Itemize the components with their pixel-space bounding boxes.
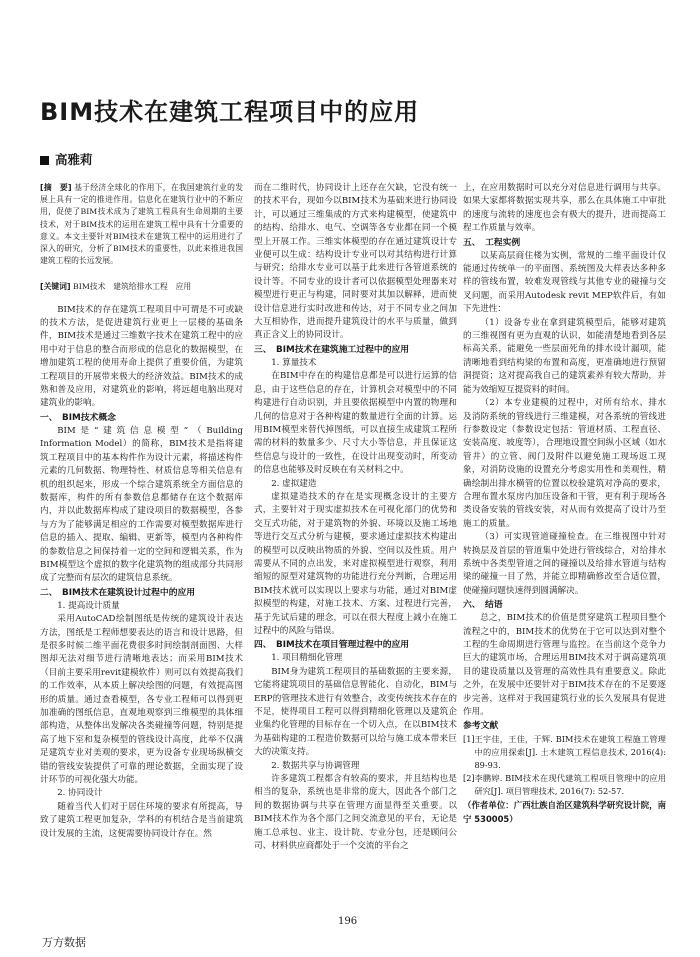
paragraph: （3）可实现管道碰撞检查。在三维视图中针对转换层及首层的管道集中处进行管线综合，对给排水系统中各类型管道之间的碰撞以及给排水管道与结构梁的碰撞一目了然，并能立即精确修改至合适位置，使碰撞问题快速得到圆满解决。 xyxy=(463,532,666,596)
section-heading: 四、 BIM技术在项目管理过程中的应用 xyxy=(254,640,410,651)
paragraph: 总之，BIM技术的价值是贯穿建筑工程项目整个流程之中的，BIM技术的优势在于它可以达到对整个工程的生命周期进行管理与监控。在当前这个竞争力巨大的建筑市场，合理运用BIM技术对于调高建筑项目的建设质量以及管理的高效性具有重要意义。除此之外，在发展中还要针对于BIM技术存在的不足要逐步完善，这样对于我国建筑行业的长久发展具有促进作用。 xyxy=(463,613,666,718)
section-heading: 五、 工程实例 xyxy=(463,237,521,248)
paragraph: （1）设备专业在拿到建筑模型后，能够对建筑的三维视图有更为直观的认识，如能清楚地看到各层标高关系，能避免一些层面死角的排水设计漏项，能清晰地看到结构梁的布置和高度，更准确地进行预留洞提资；这对提高我自己的建筑素养有较大帮助，并能为效缩短互提资料的时间。 xyxy=(463,317,666,395)
abstract-text: 基于经济全球化的作用下，在我国建筑行业的发展上具有一定的推进作用。信息化在建筑行业中的不断应用，促使了BIM技术成为了建筑工程具有生命周期的主要技术，对于BIM技术的运用在建筑工程中具有十分重要的意义。本文主要针对BIM技术在建筑工程中的运用进行了深入的研究，分析了BIM技术的重要性，以此来推进我国建筑工程的长远发展。 xyxy=(40,183,243,266)
paragraph: 虚拟建造技术的存在是实现概念设计的主要方式，主要针对于现实虚拟技术在可视化部门的优势和交互式功能，对于建筑物的外貌、环境以及施工场地等进行交互式分析与建模，要求通过虚拟技术构建出的模型可以反映出物质的外貌、空间以及性质。用户需要从不同的点出发，来对虚拟模型进行观察，利用缩短的原型对建筑物的功能进行充分判断，合理运用BIM技术就可以实现以上要求与功能，通过对BIM虚拟模型的构建，对施工技术、方案、过程进行完善，基于先试后建的理念，可以在很大程度上减小在施工过程中的风险与错误。 xyxy=(254,491,457,636)
abstract-label: [摘 要] xyxy=(40,183,72,192)
section-heading: 三、 BIM技术在建筑施工过程中的应用 xyxy=(254,344,410,355)
column-3 xyxy=(463,182,666,902)
author-line xyxy=(40,150,93,168)
paragraph: 许多建筑工程都含有较高的要求，并且结构也是相当的复杂，系统也是非常的庞大，因此各个部门之间的数据协调与共享在管理方面显得至关重要。以BIM技术作为各个部门之间交流意见的平台，无论是施工总承包、业主、设计院、专业分包，还是顾问公司、材料供应商都处于一个交流的平台之 xyxy=(254,774,457,852)
square-bullet-icon xyxy=(40,156,49,165)
paper-title: BIM技术在建筑工程项目中的应用 xyxy=(40,98,420,126)
subsection-heading: 1. 项目精细化管理 xyxy=(271,653,343,664)
paragraph: 采用AutoCAD绘制图纸是传统的建筑设计表达方法，图纸是工程师想要表达的语言和设计思路，但是很多时候二维平面花费很多时间绘制剖面图、大样图却无法对细节进行清晰地表达；而采用BIM技术（目前主要采用revit建模软件）则可以有效提高我们的工作效率，从本质上解决绘图的问题，有效提高图形的质量。通过查看模型，各专业工程师可以得到更加准确的图纸信息，直观地观察到三维模型的具体细部构造，从整体出发解决各类碰撞等问题，特别是提高了地下室和复杂模型的管线设计高度，此举不仅满足建筑专业对美观的要求，更为设备专业现场纵横交错的管线安装提供了可靠的理论数据，全面实现了设计环节的可视化强大功能。 xyxy=(40,614,243,786)
reference-text: 王宇佳，王佳，于辉. BIM技术在建筑工程施工管理中的应用探索[J]. 土木建筑工程信息技术, 2016(4): 89-93. xyxy=(474,734,666,771)
section-heading: 一、 BIM技术概念 xyxy=(40,412,116,423)
column-2 xyxy=(254,182,457,902)
page-number: 196 xyxy=(338,916,358,927)
intro-paragraph: BIM技术的存在建筑工程项目中可谓是不可或缺的技术方法，是促进建筑行业更上一层楼的基础条件，BIM技术是通过三维数字技术在建筑工程中的应用中对于信息的整合而形成的信息化的数据模型，在增加建筑工程的使用寿命上提供了重要价值，为建筑工程项目的开展带来极大的经济效益。BIM技术的成熟和普及应用，对建筑业的影响，将远超电脑出现对建筑业的影响。 xyxy=(40,304,243,409)
paragraph: 以某高层商住楼为实例，常规的二维平面设计仅能通过传统单一的平面图、系统图及大样表达多种多样的管线布置，较难发现管线与其他专业的碰撞与交叉问题，而采用Autodesk revit MEP软件后，有如下先进性： xyxy=(463,250,666,315)
reference-number: [1] xyxy=(463,734,475,745)
reference-number: [2] xyxy=(463,772,475,783)
keywords xyxy=(40,281,243,293)
subsection-heading: 2. 虚拟建造 xyxy=(271,478,317,489)
subsection-heading: 2. 数据共享与协调管理 xyxy=(271,760,360,771)
paragraph: 随着当代人们对于居住环境的要求有所提高，导致了建筑工程更加复杂，学科的有机结合是当前建筑设计发展的主流，这便需要协同设计存在。然 xyxy=(40,801,243,839)
paragraph: 上，在应用数据时可以充分对信息进行调用与共享。如果大家都将数据实现共享，那么在具体施工中审批的速度与流转的速度也会有极大的提升，进而提高工程工作质量与效率。 xyxy=(463,183,666,234)
paragraph: 在BIM中存在的构建信息都是可以进行运算的信息，由于这些信息的存在，计算机会对模型中的不同构建进行自动识别，并且要依据模型中内置的物理和几何的信息对于各种构建的数量进行全面的计算。运用BIM模型来替代掉图纸，可以直接生成建筑工程所需的材料的数量多少、尺寸大小等信息，并且保证这些信息与设计的一致性，在设计出现变动时，所变动的信息也能够及时反映在有关材料之中。 xyxy=(254,371,457,476)
section-heading: 二、 BIM技术在建筑设计过程中的应用 xyxy=(40,587,196,598)
column-1 xyxy=(40,182,243,902)
paragraph: 而在二维时代，协同设计上还存在欠缺，它没有统一的技术平台，现如今以BIM技术为基础来进行协同设计，可以通过三维集成的方式来构建模型，使建筑中的结构、给排水、电气、空调等各专业都在同一个模型上开展工作。三维实体模型的存在通过建筑设计专业便可以生成：结构设计专业可以对其结构进行计算与研究；给排水专业可以基于此来进行各管道系统的设计等。不同专业的设计者可以依据模型处理器来对模型进行更正与构建，同时要对其加以解释，进而使设计信息进行实时改进和传达，对于不同专业之间加大互相协作，进而提升建筑设计的水平与质量，做到真正含义上的协同设计。 xyxy=(254,183,457,341)
keywords-label: [关键词] xyxy=(40,282,71,292)
keywords-text: BIM技术 建筑给排水工程 应用 xyxy=(73,282,192,292)
author-affiliation: （作者单位：广西壮族自治区建筑科学研究设计院，南宁 530005） xyxy=(463,800,666,824)
section-heading: 六、 结语 xyxy=(463,600,503,611)
footer-watermark: 万方数据 xyxy=(42,936,86,949)
paragraph: BIM身为建筑工程项目的基础数据的主要来源，它能将建筑项目的基础信息智能化、自动化，BIM与ERP的管理技术进行有效整合，改变传统技术存在的不足，使得项目工程可以得到精细化管理以及建筑企业集约化管理的目标存在一个切入点，在以BIM技术为基础构建的工程造价数据可以给与施工成本带来巨大的决策支持。 xyxy=(254,666,457,758)
references-heading: 参考文献 xyxy=(463,721,499,732)
reference-item xyxy=(463,733,666,771)
subsection-heading: 2. 协同设计 xyxy=(57,788,103,799)
reference-text: 李鹏婷. BIM技术在现代建筑工程项目管理中的应用研究[J]. 项目管理技术, 2016(7): 52-57. xyxy=(474,772,666,796)
paragraph: （2）本专业建模的过程中，对所有给水、排水及消防系统的管线进行三维建模，对各系统的管线进行参数设定（参数设定包括：管道材质、工程直径、安装高度、坡度等），合理地设置空间纵小区域（如水管井）的立管、阀门及附件以避免施工现场返工现象，对消防设施的设置充分考虑实用性和美观性，精确绘制出排水横管的位置以校验建筑对净高的要求，合理布置水泵房内加压设备和干管，更有利于现场各类设备安装的管线安装，对从而有效提高了设计乃至施工的质量。 xyxy=(463,398,666,529)
paragraph: BIM是“建筑信息模型”（Building Information Model）的简称，BIM技术是指将建筑工程项目中的基本构件作为设计元素，将描述构件元素的几何数据、物理特性、材质信息等相关信息有机的组织起来，形成一个综合建筑系统全方面信息的数据库，构件的所有参数信息都储存在这个数据库内，并以此数据库构成了建设项目的数据模型，各参与方为了能够满足相应的工作需要对模型数据库进行信息的插入、提取、编辑、更新等，模型内各种构件的参数信息之间保持着一定的空间和逻辑关系，作为BIM模型这个虚拟的数字化建筑物的组成部分共同形成了完整而有层次的建筑信息系统。 xyxy=(40,425,243,584)
subsection-heading: 1. 提高设计质量 xyxy=(57,600,120,611)
author-name: 高雅莉 xyxy=(55,152,93,167)
subsection-heading: 1. 算量技术 xyxy=(271,357,317,368)
reference-item xyxy=(463,772,666,798)
abstract xyxy=(40,182,243,267)
